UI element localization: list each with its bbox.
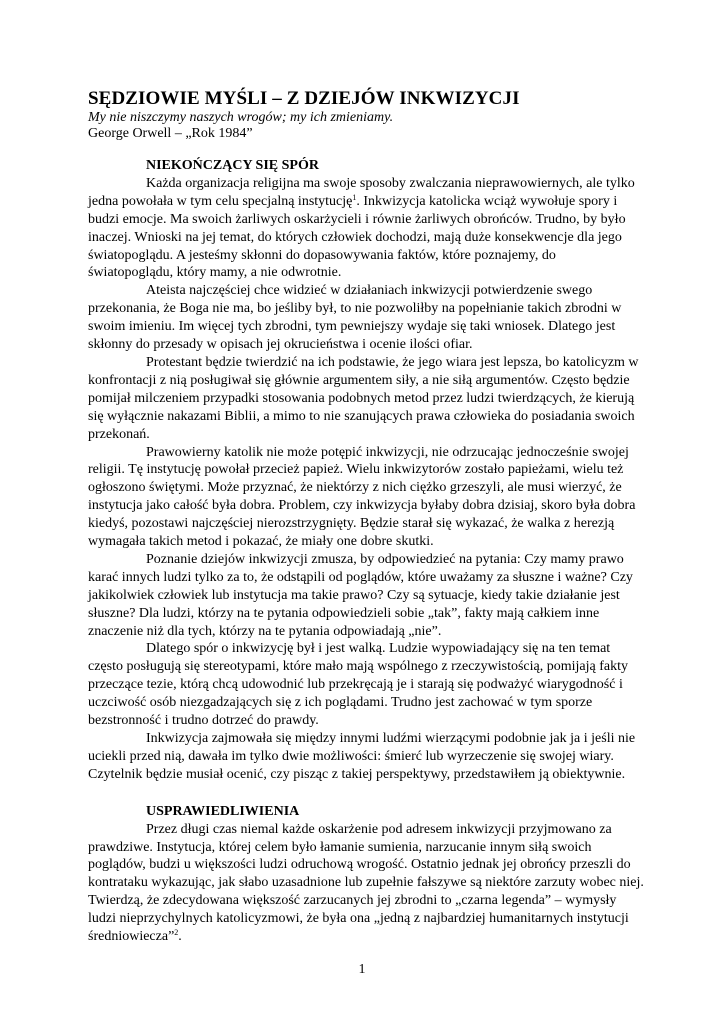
paragraph: Ateista najczęściej chce widzieć w działaniach inkwizycji potwierdzenie swego przekonania, że Boga nie ma, bo jeśliby był, to nie pozwoliłby na popełnianie takich zbrodni w swoim imieniu. Im więcej tych zbrodni, tym pewniejszy wydaje się taki wniosek. Dlatego jest skłonny do przesady w opisach jej okrucieństwa i ocenie ilości ofiar. (88, 283, 622, 353)
paragraph: Poznanie dziejów inkwizycji zmusza, by odpowiedzieć na pytania: Czy mamy prawo karać innych ludzi tylko za to, że odstąpili od poglądów, które uważamy za słuszne i ważne? Czy jakikolwiek człowiek lub instytucja ma takie prawo? Czy są sytuacje, kiedy takie działanie jest słuszne? Dla ludzi, którzy na te pytania odpowiedzieli sobie „tak”, fakty mają całkiem inne znaczenie niż dla tych, którzy na te pytania odpowiadają „nie”. (88, 551, 633, 639)
epigraph-quote: My nie niszczymy naszych wrogów; my ich zmieniamy. (88, 110, 394, 125)
section-heading: NIEKOŃCZĄCY SIĘ SPÓR (146, 158, 319, 173)
footnote-ref[interactable]: 1 (352, 192, 357, 202)
section-spacer (88, 784, 644, 803)
paragraph: Inkwizycja zajmowała się między innymi ludźmi wierzącymi podobnie jak ja i jeśli nie uciekli przed nią, dawała im tylko dwie możliwości: śmierć lub wyrzeczenie się swojej wiary. Czytelnik będzie musiał ocenić, czy pisząc z takiej perspektywy, przedstawiłem ją obiektywnie. (88, 731, 636, 782)
paragraph: Każda organizacja religijna ma swoje sposoby zwalczania nieprawowiernych, ale tylko jedna powołała w tym celu specjalną instytucję$^1$. Inkwizycja katolicka wciąż wywołuje spory i budzi emocje. Ma swoich żarliwych oskarżycieli i równie żarliwych obrońców. Trudno, by było inaczej. Wnioski na jej temat, do których człowiek dochodzi, mają duże konsekwencje dla jego światopoglądu. A jesteśmy skłonni do dopasowywania faktów, które poznajemy, do światopoglądu, który mamy, a nie odwrotnie. (88, 175, 635, 281)
paragraph: Protestant będzie twierdzić na ich podstawie, że jego wiara jest lepsza, bo katolicyzm w konfrontacji z nią posługiwał się głównie argumentem siły, a nie siłą argumentów. Często będzie pomijał milczeniem przypadki stosowania podobnych metod przez ludzi twierdzących, że kierują się wyłącznie nakazami Biblii, a mimo to nie szanujących prawa człowieka do posiadania swoich przekonań. (88, 354, 639, 442)
paragraph: Prawowierny katolik nie może potępić inkwizycji, nie odrzucając jednocześnie swojej religii. Tę instytucję powołał przecież papież. Wielu inkwizytorów zostało papieżami, wielu też ogłoszono świętymi. Może przyznać, że niektórzy z nich ciężko grzeszyli, ale musi wierzyć, że instytucja jako całość była dobra. Problem, czy inkwizycja byłaby dobra dzisiaj, skoro była dobra kiedyś, pozostawi najczęściej nierozstrzygnięty. Będzie starał się wykazać, że walka z herezją wymagała takich metod i pokazać, że miały one dobre skutki. (88, 444, 636, 550)
section-heading: USPRAWIEDLIWIENIA (146, 803, 300, 819)
document-title: SĘDZIOWIE MYŚLI – Z DZIEJÓW INKWIZYCJI (88, 88, 520, 109)
paragraph: Dlatego spór o inkwizycję był i jest walką. Ludzie wypowiadający się na ten temat często posługują się stereotypami, które mało mają wspólnego z rzeczywistością, pomijają fakty przeczące tezie, którą chcą udowodnić lub przekręcają je i starają się podważyć wiarygodność i uczciwość osób niezgadzających się z ich poglądami. Trudno jest zachować w tym sporze bezstronność i trudno dotrzeć do prawdy. (88, 641, 628, 729)
footnote-ref[interactable]: 2 (174, 928, 179, 938)
page-number: 1 (358, 962, 366, 977)
document-body (88, 157, 644, 946)
paragraph: Przez długi czas niemal każde oskarżenie pod adresem inkwizycji przyjmowano za prawdziwe. Instytucja, której celem było łamanie sumienia, narzucanie innym siłą swoich poglądów, budzi u większości ludzi odruchową wrogość. Ostatnio jednak jej obrońcy przeszli do kontrataku wykazując, jak słabo uzasadnione lub zupełnie fałszywe są niektóre zarzuty wobec niej. Twierdzą, że zdecydowana większość zarzucanych jej zbrodni to „czarna legenda” – wymysły ludzi nieprzychylnych katolicyzmowi, że była ona „jedną z najbardziej humanitarnych instytucji średniowiecza”$^2$. (88, 821, 644, 945)
epigraph-attribution: George Orwell – „Rok 1984” (88, 126, 253, 141)
